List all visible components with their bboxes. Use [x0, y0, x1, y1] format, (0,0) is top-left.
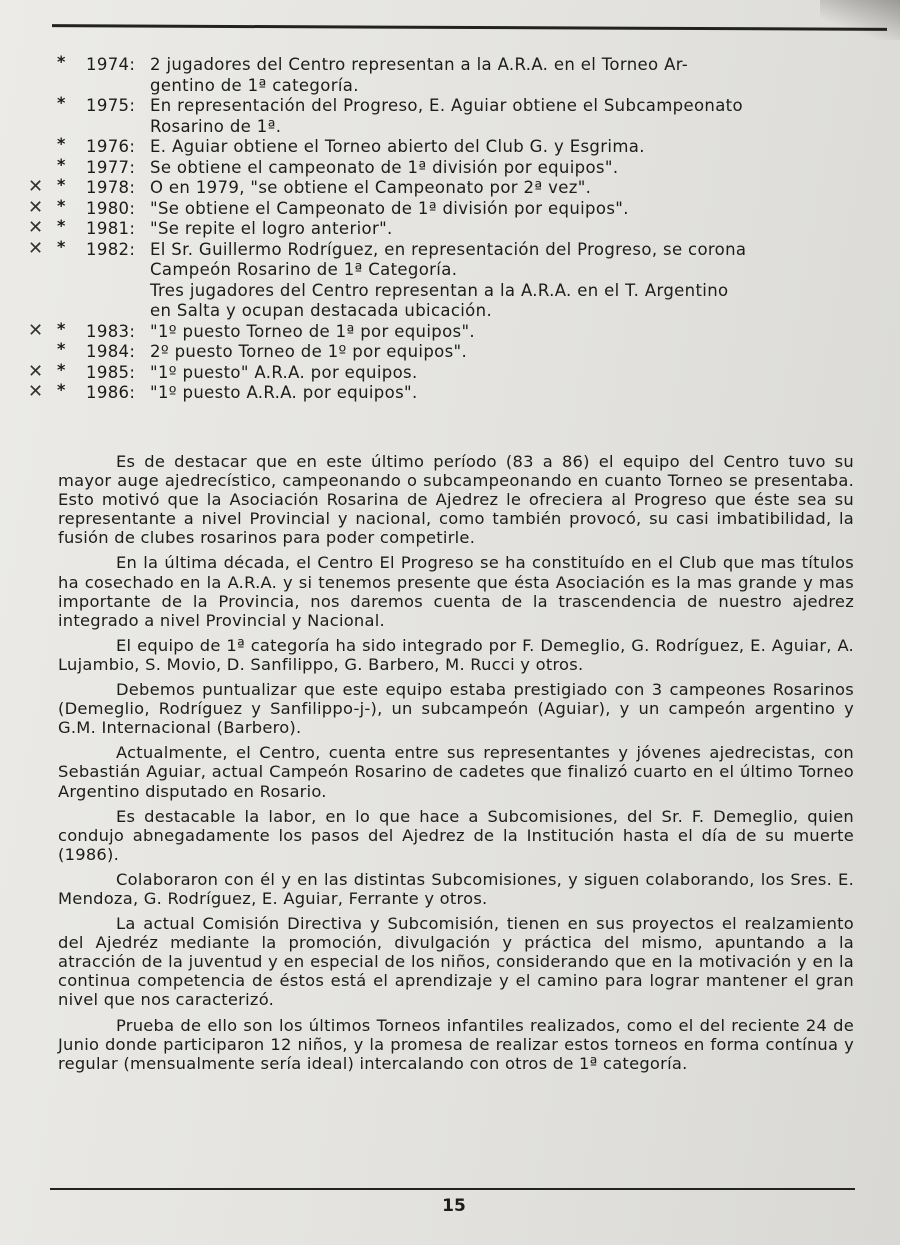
chronology-year: 1981:	[86, 219, 136, 238]
chronology-line	[0, 236, 900, 261]
bottom-rule	[50, 1188, 855, 1190]
chronology-entry	[0, 195, 900, 220]
bullet-asterisk: *	[57, 359, 66, 379]
chronology-text: "1º puesto" A.R.A. por equipos.	[150, 362, 418, 382]
chronology-text: Se obtiene el campeonato de 1ª división por equipos".	[150, 157, 619, 177]
chronology-line	[0, 301, 900, 322]
bullet-asterisk: *	[57, 380, 66, 399]
chronology-text: O en 1979, "se obtiene el Campeonato por 2ª vez".	[150, 178, 592, 197]
chronology-year: 1976:	[86, 137, 136, 156]
chronology-list	[0, 52, 900, 404]
bullet-asterisk: *	[57, 339, 66, 358]
chronology-entry	[0, 318, 900, 343]
chronology-text: En representación del Progreso, E. Aguiar obtiene el Subcampeonato	[150, 96, 743, 115]
handwritten-check-mark: ✕	[28, 217, 44, 238]
chronology-entry	[0, 380, 900, 404]
bullet-asterisk: *	[57, 195, 66, 215]
chronology-line	[0, 76, 900, 97]
chronology-entry	[0, 93, 900, 137]
bullet-asterisk: *	[57, 216, 66, 235]
chronology-text: "1º puesto Torneo de 1ª por equipos".	[150, 321, 476, 341]
body-paragraph: Colaboraron con él y en las distintas Subcomisiones, y siguen colaborando, los Sres. E. Mendoza, G. Rodríguez, E. Aguiar, Ferrante y otros.	[58, 869, 854, 908]
body-paragraph: Actualmente, el Centro, cuenta entre sus representantes y jóvenes ajedrecistas, con Sebastián Aguiar, actual Campeón Rosarino de cadetes que finalizó cuarto en el último Torneo Argentino disputado en Rosario.	[58, 743, 854, 801]
chronology-text: Rosarino de 1ª.	[150, 116, 282, 136]
handwritten-check-mark: ✕	[28, 196, 44, 218]
chronology-text: Campeón Rosarino de 1ª Categoría.	[150, 260, 458, 279]
chronology-line	[0, 195, 900, 220]
chronology-text: E. Aguiar obtiene el Torneo abierto del Club G. y Esgrima.	[150, 137, 645, 156]
handwritten-check-mark: ✕	[28, 381, 44, 402]
chronology-year: 1974:	[86, 55, 136, 74]
chronology-year: 1982:	[86, 239, 136, 259]
handwritten-check-mark: ✕	[28, 237, 44, 259]
chronology-year: 1984:	[86, 342, 136, 361]
top-rule	[52, 24, 887, 31]
chronology-year: 1978:	[86, 178, 136, 197]
body-paragraph: Prueba de ello son los últimos Torneos infantiles realizados, como el del reciente 24 de Junio donde participaron 12 niños, y la promesa de realizar estos torneos en forma contínua y regular (mensualmente sería ideal) intercalando con otros de 1ª categoría.	[58, 1015, 854, 1073]
chronology-line	[0, 154, 900, 179]
chronology-text: El Sr. Guillermo Rodríguez, en representación del Progreso, se corona	[150, 239, 747, 259]
chronology-entry	[0, 339, 900, 363]
chronology-year: 1985:	[86, 362, 136, 382]
chronology-line	[0, 281, 900, 302]
chronology-line	[0, 380, 900, 404]
chronology-line	[0, 260, 900, 281]
bullet-asterisk: *	[57, 236, 66, 256]
chronology-year: 1983:	[86, 321, 136, 341]
chronology-line	[0, 134, 900, 158]
chronology-entry	[0, 134, 900, 158]
bullet-asterisk: *	[57, 318, 66, 338]
chronology-entry	[0, 359, 900, 384]
chronology-text: "Se obtiene el Campeonato de 1ª división por equipos".	[150, 198, 629, 218]
body-paragraph: En la última década, el Centro El Progreso se ha constituído en el Club que mas títulos ha cosechado en la A.R.A. y si tenemos presente que ésta Asociación es la mas grande y mas importante de la Provincia, nos daremos cuenta de la trascendencia de nuestro ajedrez integrado a nivel Provincial y Nacional.	[58, 553, 854, 630]
chronology-text: Tres jugadores del Centro representan a la A.R.A. en el T. Argentino	[150, 280, 729, 300]
chronology-year: 1980:	[86, 198, 136, 218]
bullet-asterisk: *	[57, 93, 66, 112]
chronology-text: 2º puesto Torneo de 1º por equipos".	[150, 342, 468, 361]
chronology-text: gentino de 1ª categoría.	[150, 75, 359, 95]
body-paragraph: La actual Comisión Directiva y Subcomisión, tienen en sus proyectos el realzamiento del Ajedréz mediante la promoción, divulgación y práctica del mismo, apuntando a la atracción de la juventud y en especial de los niños, considerando que en la motivación y en la continua competencia de éstos está el aprendizaje y el camino para lograr mantener el gran nivel que nos caracterizó.	[58, 914, 854, 1010]
chronology-line	[0, 93, 900, 117]
bullet-asterisk: *	[57, 154, 66, 174]
page-corner-shadow	[820, 0, 900, 40]
bullet-asterisk: *	[57, 175, 66, 194]
handwritten-check-mark: ✕	[28, 319, 44, 341]
chronology-text: 2 jugadores del Centro representan a la A.R.A. en el Torneo Ar-	[150, 55, 689, 74]
chronology-year: 1986:	[86, 383, 136, 402]
chronology-line	[0, 117, 900, 138]
chronology-text: "1º puesto A.R.A. por equipos".	[150, 383, 418, 402]
chronology-entry	[0, 216, 900, 240]
chronology-line	[0, 52, 900, 76]
chronology-line	[0, 339, 900, 363]
chronology-line	[0, 359, 900, 384]
chronology-year: 1977:	[86, 157, 136, 177]
body-paragraph: Es de destacar que en este último período (83 a 86) el equipo del Centro tuvo su mayor auge ajedrecístico, campeonando o subcampeonando en cuanto Torneo se presentaba. Esto motivó que la Asociación Rosarina de Ajedrez le ofreciera al Progreso que éste sea su representante a nivel Provincial y nacional, como también provocó, su casi imbatibilidad, la fusión de clubes rosarinos para poder competirle.	[58, 452, 854, 548]
chronology-entry	[0, 52, 900, 96]
body-paragraph: Debemos puntualizar que este equipo estaba prestigiado con 3 campeones Rosarinos (Demeglio, Rodríguez y Sanfilippo-j-), un subcampeón (Aguiar), y un campeón argentino y G.M. Internacional (Barbero).	[58, 680, 854, 738]
chronology-entry	[0, 236, 900, 322]
chronology-line	[0, 318, 900, 343]
page-number: 15	[442, 1196, 466, 1216]
handwritten-check-mark: ✕	[28, 360, 44, 382]
body-text	[58, 452, 854, 1079]
chronology-entry	[0, 175, 900, 199]
bullet-asterisk: *	[57, 134, 66, 153]
chronology-line	[0, 175, 900, 199]
chronology-text: en Salta y ocupan destacada ubicación.	[150, 301, 493, 320]
chronology-line	[0, 216, 900, 240]
chronology-year: 1975:	[86, 96, 136, 115]
body-paragraph: Es destacable la labor, en lo que hace a Subcomisiones, del Sr. F. Demeglio, quien condujo abnegadamente los pasos del Ajedrez de la Institución hasta el día de su muerte (1986).	[58, 806, 854, 864]
chronology-entry	[0, 154, 900, 179]
chronology-text: "Se repite el logro anterior".	[150, 219, 393, 238]
body-paragraph: El equipo de 1ª categoría ha sido integrado por F. Demeglio, G. Rodríguez, E. Aguiar, A. Lujambio, S. Movio, D. Sanfilippo, G. Barbero, M. Rucci y otros.	[58, 635, 854, 674]
bullet-asterisk: *	[57, 52, 66, 71]
handwritten-check-mark: ✕	[28, 176, 44, 197]
